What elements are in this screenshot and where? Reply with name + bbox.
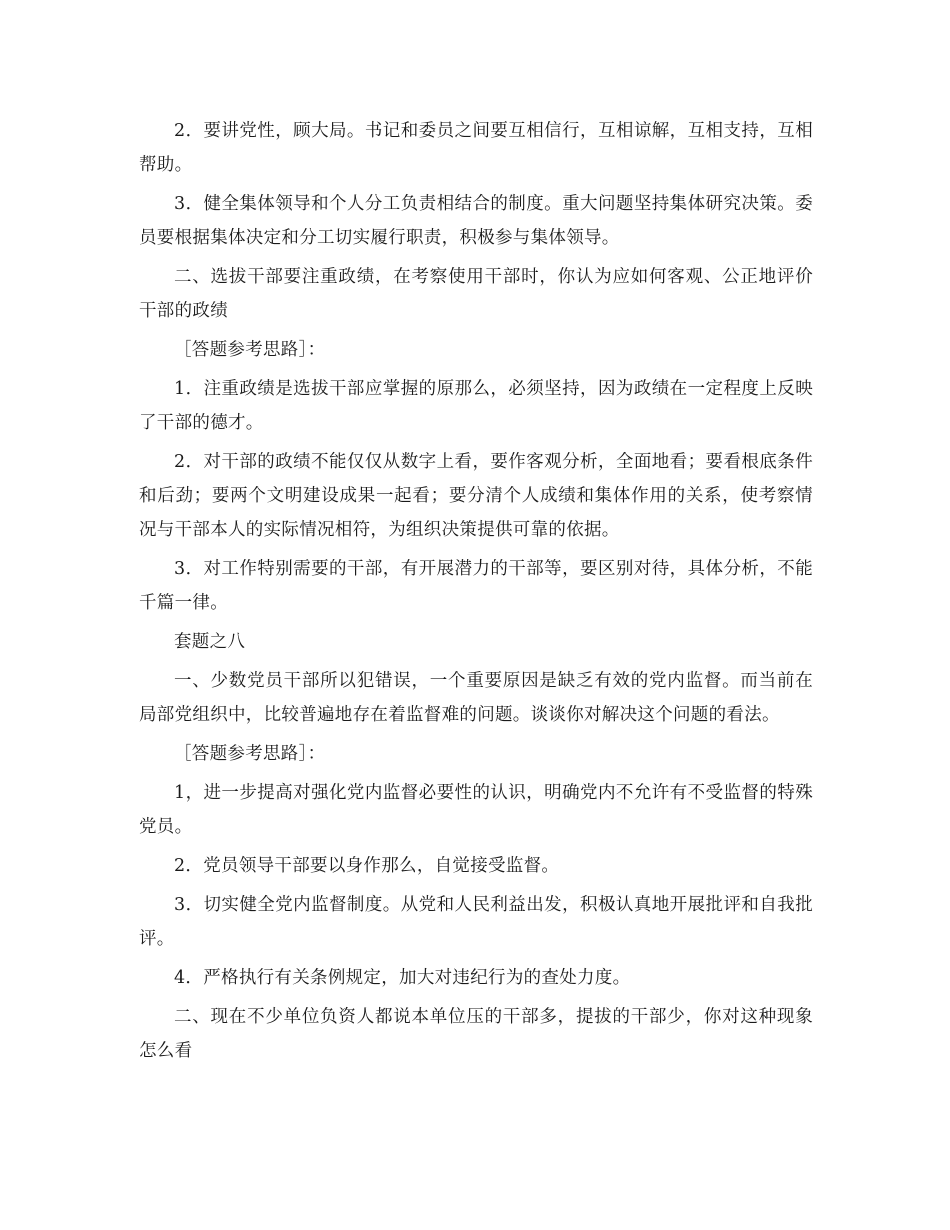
section-question: 二、选拔干部要注重政绩，在考察使用干部时，你认为应如何客观、公正地评价干部的政绩 xyxy=(139,267,813,321)
answer-heading: ［答题参考思路］： xyxy=(174,340,326,360)
answer-heading: ［答题参考思路］： xyxy=(174,744,326,764)
set-heading: 套题之八 xyxy=(174,632,246,652)
document-body xyxy=(139,114,813,1073)
paragraph-11: 1，进一步提高对强化党内监督必要性的认识，明确党内不允许有不受监督的特殊党员。 xyxy=(139,783,813,837)
paragraph-7: 3．对工作特别需要的干部，有开展潜力的干部等，要区别对待，具体分析，不能千篇一律。 xyxy=(139,559,813,613)
paragraph-13: 3．切实健全党内监督制度。从党和人民利益出发，积极认真地开展批评和自我批评。 xyxy=(139,895,813,949)
section-question: 二、现在不少单位负资人都说本单位压的干部多，提拔的干部少，你对这种现象怎么看 xyxy=(139,1007,813,1061)
paragraph-2: 3．健全集体领导和个人分工负责相结合的制度。重大问题坚持集体研究决策。委员要根据集体决定和分工切实履行职责，积极参与集体领导。 xyxy=(139,194,813,248)
paragraph-14: 4．严格执行有关条例规定，加大对违纪行为的查处力度。 xyxy=(174,968,631,988)
paragraph-5: 1．注重政绩是选拔干部应掌握的原那么，必须坚持，因为政绩在一定程度上反映了干部的德才。 xyxy=(139,379,813,433)
paragraph-6: 2．对干部的政绩不能仅仅从数字上看，要作客观分析，全面地看；要看根底条件和后劲；要两个文明建设成果一起看；要分清个人成绩和集体作用的关系，使考察情况与干部本人的实际情况相符，为组织决策提供可靠的依据。 xyxy=(139,452,813,540)
section-question: 一、少数党员干部所以犯错误，一个重要原因是缺乏有效的党内监督。而当前在局部党组织中，比较普遍地存在着监督难的问题。谈谈你对解决这个问题的看法。 xyxy=(139,671,813,725)
paragraph-1: 2．要讲党性，顾大局。书记和委员之间要互相信行，互相谅解，互相支持，互相帮助。 xyxy=(139,121,813,175)
paragraph-12: 2．党员领导干部要以身作那么，自觉接受监督。 xyxy=(174,856,560,876)
